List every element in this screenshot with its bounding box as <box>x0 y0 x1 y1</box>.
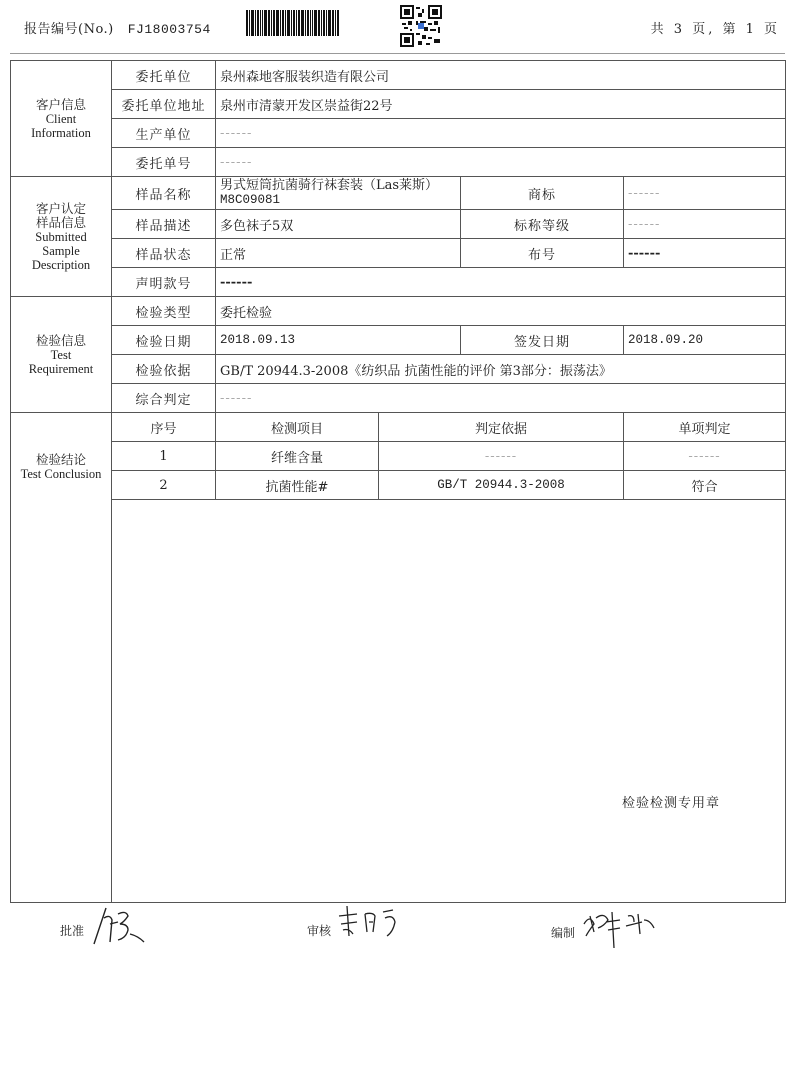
client-info-section: 客户信息 Client Information <box>11 61 112 177</box>
header-divider <box>10 53 785 54</box>
report-number-value: FJ18003754 <box>127 22 211 37</box>
overall-judgment-value: ------ <box>216 384 786 413</box>
conclusion-blank-area <box>11 500 786 903</box>
test-basis-value: GB/T 20944.3-2008《纺织品 抗菌性能的评价 第3部分：振荡法》 <box>216 355 786 384</box>
report-table <box>10 60 786 903</box>
client-value: 泉州森地客服装织造有限公司 <box>216 61 786 90</box>
grade-label: 标称等级 <box>461 210 624 239</box>
approve-label: 批准 <box>60 924 85 938</box>
sample-status-value: 正常 <box>216 239 461 268</box>
page-info: 共 3 页, 第 1 页 <box>650 22 780 37</box>
test-basis-row <box>11 355 786 384</box>
manufacturer-value: ------ <box>216 119 786 148</box>
blank-area <box>112 500 786 903</box>
row-seq: 1 <box>112 442 216 471</box>
review-label: 审核 <box>307 924 332 938</box>
order-no-label: 委托单号 <box>112 148 216 177</box>
issue-date-value: 2018.09.20 <box>624 326 786 355</box>
style-no-label: 声明款号 <box>112 268 216 297</box>
col-header-basis: 判定依据 <box>379 413 624 442</box>
table-row <box>11 442 786 471</box>
test-date-label: 检验日期 <box>112 326 216 355</box>
report-number <box>24 18 211 37</box>
sample-name-value: 男式短筒抗菌骑行袜套装（Las莱斯） M8C09081 <box>216 177 461 210</box>
sample-name-row <box>11 177 786 210</box>
grade-value: ------ <box>624 210 786 239</box>
row-result: 符合 <box>624 471 786 500</box>
client-label: 委托单位 <box>112 61 216 90</box>
sample-name-label: 样品名称 <box>112 177 216 210</box>
inspection-stamp-text: 检验检测专用章 <box>622 796 721 811</box>
sample-desc-label: 样品描述 <box>112 210 216 239</box>
trademark-label: 商标 <box>461 177 624 210</box>
client-address-row <box>11 90 786 119</box>
client-address-label: 委托单位地址 <box>112 90 216 119</box>
approve-signature-icon <box>92 904 154 948</box>
test-date-row <box>11 326 786 355</box>
sample-status-label: 样品状态 <box>112 239 216 268</box>
row-item: 抗菌性能# <box>216 471 379 500</box>
test-type-row <box>11 297 786 326</box>
sample-status-row <box>11 239 786 268</box>
barcode-icon <box>246 10 356 36</box>
sample-desc-row <box>11 210 786 239</box>
trademark-value: ------ <box>624 177 786 210</box>
test-type-value: 委托检验 <box>216 297 786 326</box>
row-basis: GB/T 20944.3-2008 <box>379 471 624 500</box>
conclusion-section: 检验结论 Test Conclusion <box>11 413 112 903</box>
report-number-label: 报告编号(No.) <box>24 22 114 37</box>
review-signature-icon <box>335 904 405 940</box>
fabric-no-label: 布号 <box>461 239 624 268</box>
test-basis-label: 检验依据 <box>112 355 216 384</box>
issue-date-label: 签发日期 <box>461 326 624 355</box>
order-no-row <box>11 148 786 177</box>
fabric-no-value: ------ <box>624 239 786 268</box>
style-no-value: ------ <box>216 268 786 297</box>
client-row <box>11 61 786 90</box>
row-basis: ------ <box>379 442 624 471</box>
client-address-value: 泉州市清蒙开发区崇益街22号 <box>216 90 786 119</box>
table-row <box>11 471 786 500</box>
test-info-section: 检验信息 Test Requirement <box>11 297 112 413</box>
row-result: ------ <box>624 442 786 471</box>
sample-info-section: 客户认定 样品信息 Submitted Sample Description <box>11 177 112 297</box>
row-item: 纤维含量 <box>216 442 379 471</box>
col-header-result: 单项判定 <box>624 413 786 442</box>
col-header-seq: 序号 <box>112 413 216 442</box>
compile-signature-icon <box>580 906 660 950</box>
style-no-row <box>11 268 786 297</box>
compile-label: 编制 <box>551 926 576 940</box>
overall-judgment-label: 综合判定 <box>112 384 216 413</box>
test-date-value: 2018.09.13 <box>216 326 461 355</box>
manufacturer-row <box>11 119 786 148</box>
sample-desc-value: 多色袜子5双 <box>216 210 461 239</box>
qr-code-icon <box>400 4 442 48</box>
col-header-item: 检测项目 <box>216 413 379 442</box>
row-seq: 2 <box>112 471 216 500</box>
order-no-value: ------ <box>216 148 786 177</box>
conclusion-header-row <box>11 413 786 442</box>
manufacturer-label: 生产单位 <box>112 119 216 148</box>
overall-judgment-row <box>11 384 786 413</box>
test-type-label: 检验类型 <box>112 297 216 326</box>
